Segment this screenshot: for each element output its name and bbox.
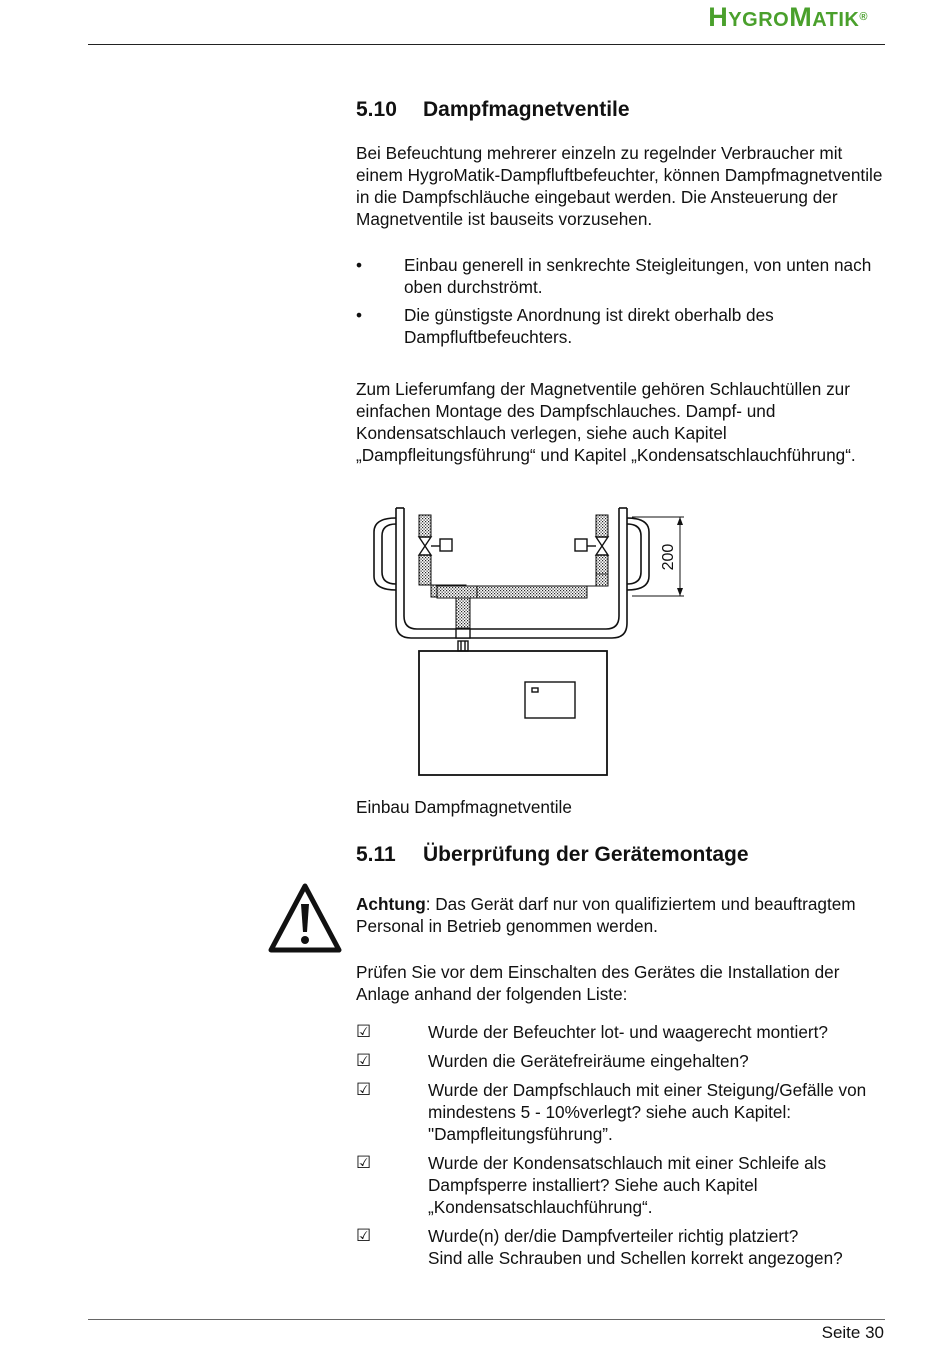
warning-triangle-icon xyxy=(268,882,342,954)
footer-rule xyxy=(88,1319,885,1320)
checklist-item: ☑ Wurde(n) der/die Dampfverteiler richtig platziert? Sind alle Schrauben und Schellen korrekt angezogen? xyxy=(356,1226,843,1268)
checklist-item: ☑ Wurde der Dampfschlauch mit einer Steigung/Gefälle von mindestens 5 - 10%verlegt? siehe auch Kapitel: "Dampfleitungsführung”. xyxy=(356,1080,867,1144)
bullet-item: • Die günstigste Anordnung ist direkt oberhalb des Dampfluftbefeuchters. xyxy=(356,305,774,347)
warning-paragraph: Achtung: Das Gerät darf nur von qualifiziertem und beauftragtem Personal in Betrieb genommen werden. xyxy=(356,894,856,936)
scope-paragraph: Zum Lieferumfang der Magnetventile gehören Schlauchtüllen zur einfachen Montage des Dampfschlauches. Dampf- und Kondensatschlauch verlegen, siehe auch Kapitel „Dampfleitungsführung“ und Kapitel „Kondensatschlauchführung“. xyxy=(356,379,856,465)
check-intro: Prüfen Sie vor dem Einschalten des Gerätes die Installation der Anlage anhand der folgenden Liste: xyxy=(356,962,840,1004)
installation-bullets xyxy=(356,254,890,354)
header-rule xyxy=(88,44,885,45)
figure-caption: Einbau Dampfmagnetventile xyxy=(356,797,572,817)
checklist-item: ☑ Wurde der Kondensatschlauch mit einer Schleife als Dampfsperre installiert? Siehe auch Kapitel „Kondensatschlauchführung“. xyxy=(356,1153,827,1217)
magnet-valve-diagram xyxy=(362,500,692,782)
checked-box-icon: ☑ xyxy=(356,1051,372,1071)
intro-paragraph: Bei Befeuchtung mehrerer einzeln zu regelnder Verbraucher mit einem HygroMatik-Dampfluftbefeuchter, können Dampfmagnetventile in die Dampfschläuche eingebaut werden. Die Ansteuerung der Magnetventile ist bauseits vorzusehen. xyxy=(356,143,883,229)
hygromatik-logo: HYGROMATIK® xyxy=(708,2,868,32)
section-heading-510: 5.10 Dampfmagnetventile xyxy=(356,98,630,121)
checklist-item: ☑ Wurde der Befeuchter lot- und waagerecht montiert? xyxy=(356,1022,828,1042)
checked-box-icon: ☑ xyxy=(356,1080,372,1100)
checklist xyxy=(356,1021,890,1276)
checked-box-icon: ☑ xyxy=(356,1226,372,1246)
warning-label: Achtung xyxy=(356,894,426,914)
checklist-item: ☑ Wurden die Gerätefreiräume eingehalten? xyxy=(356,1051,749,1071)
checked-box-icon: ☑ xyxy=(356,1022,372,1042)
page-number: Seite 30 xyxy=(821,1323,884,1342)
checked-box-icon: ☑ xyxy=(356,1153,372,1173)
dimension-label: 200 xyxy=(660,543,677,571)
section-heading-511: 5.11 Überprüfung der Gerätemontage xyxy=(356,843,749,866)
bullet-item: • Einbau generell in senkrechte Steigleitungen, von unten nach oben durchströmt. xyxy=(356,255,872,297)
